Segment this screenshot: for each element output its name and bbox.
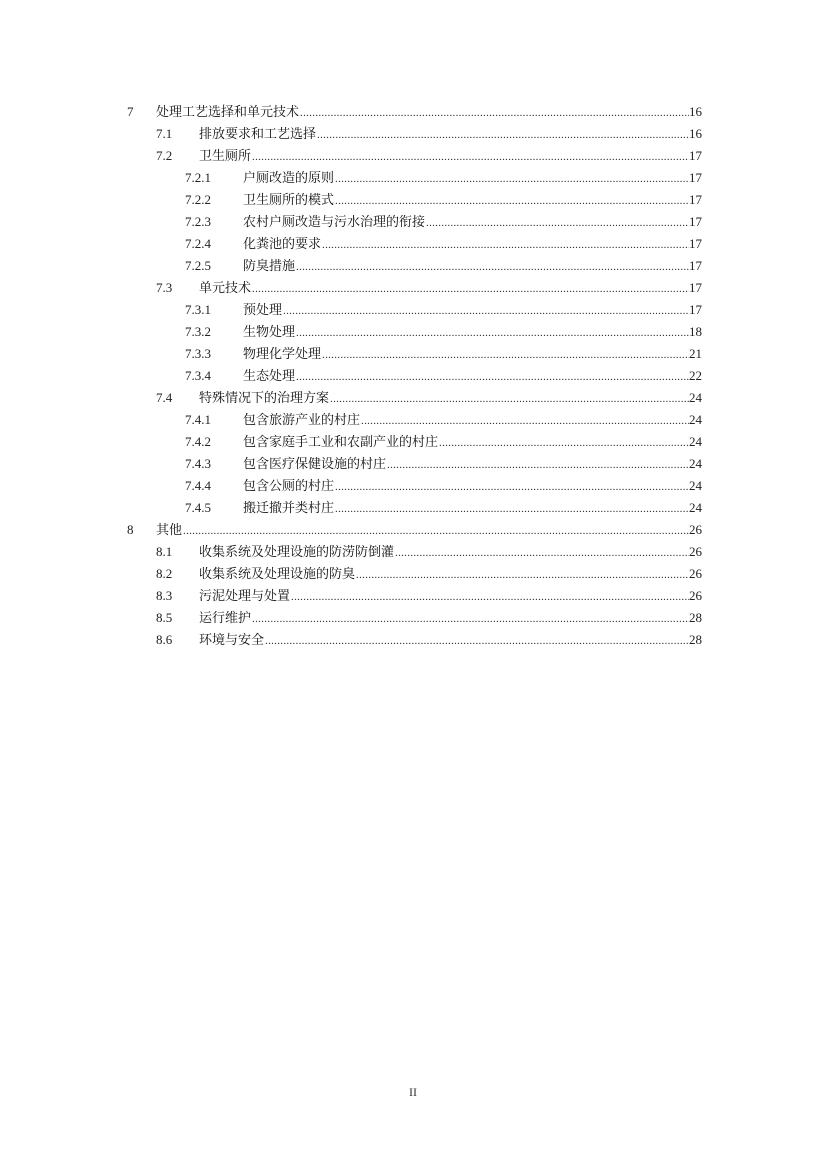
dot-leader <box>265 630 689 652</box>
toc-entry-number: 7.4.4 <box>185 478 211 493</box>
dot-leader <box>252 278 689 300</box>
toc-entry[interactable] <box>0 475 826 497</box>
toc-entry[interactable] <box>0 541 826 563</box>
toc-entry-number: 7.2.1 <box>185 170 211 185</box>
toc-entry-number: 7.2.2 <box>185 192 211 207</box>
dot-leader <box>387 454 689 476</box>
toc-entry-title[interactable]: 环境与安全 <box>199 633 265 648</box>
toc-entry[interactable] <box>0 145 826 167</box>
toc-entry-title[interactable]: 卫生厕所的模式 <box>243 193 335 208</box>
toc-entry-number: 7.2.4 <box>185 236 211 251</box>
toc-entry[interactable] <box>0 277 826 299</box>
dot-leader <box>322 344 689 366</box>
toc-entry[interactable] <box>0 343 826 365</box>
toc-entry-page[interactable]: 26 <box>689 588 702 603</box>
dot-leader <box>322 234 689 256</box>
toc-entry-page[interactable]: 24 <box>689 478 702 493</box>
toc-entry-number: 7.4 <box>156 390 173 405</box>
toc-entry-title[interactable]: 户厕改造的原则 <box>243 171 335 186</box>
toc-entry-title[interactable]: 卫生厕所 <box>199 149 252 164</box>
dot-leader <box>426 212 689 234</box>
toc-entry-title[interactable]: 排放要求和工艺选择 <box>199 127 317 142</box>
toc-entry-title[interactable]: 特殊情况下的治理方案 <box>199 391 330 406</box>
toc-entry-page[interactable]: 21 <box>689 346 702 361</box>
toc-entry-number: 8 <box>127 522 134 537</box>
toc-entry-title[interactable]: 污泥处理与处置 <box>199 589 291 604</box>
toc-entry-page[interactable]: 24 <box>689 412 702 427</box>
toc-entry[interactable] <box>0 123 826 145</box>
toc-entry-page[interactable]: 24 <box>689 456 702 471</box>
toc-entry-number: 7.1 <box>156 126 173 141</box>
dot-leader <box>335 168 689 190</box>
toc-entry-page[interactable]: 16 <box>689 126 702 141</box>
dot-leader <box>356 564 689 586</box>
toc-entry-number: 7.3.3 <box>185 346 211 361</box>
toc-entry[interactable] <box>0 585 826 607</box>
toc-entry-page[interactable]: 24 <box>689 434 702 449</box>
toc-entry-number: 7.3.1 <box>185 302 211 317</box>
toc-entry-page[interactable]: 16 <box>689 104 702 119</box>
dot-leader <box>300 102 689 124</box>
toc-entry-page[interactable]: 17 <box>689 192 702 207</box>
toc-entry-page[interactable]: 17 <box>689 214 702 229</box>
toc-entry-number: 8.5 <box>156 610 173 625</box>
toc-entry-page[interactable]: 28 <box>689 610 702 625</box>
toc-entry-number: 7.4.5 <box>185 500 211 515</box>
dot-leader <box>252 608 689 630</box>
toc-entry-title[interactable]: 搬迁撤并类村庄 <box>243 501 335 516</box>
toc-entry[interactable] <box>0 101 826 123</box>
toc-entry-title[interactable]: 运行维护 <box>199 611 252 626</box>
toc-entry-number: 8.2 <box>156 566 173 581</box>
toc-entry-number: 7.4.2 <box>185 434 211 449</box>
toc-entry-page[interactable]: 17 <box>689 280 702 295</box>
toc-entry-number: 8.6 <box>156 632 173 647</box>
toc-entry[interactable] <box>0 629 826 651</box>
toc-entry-title[interactable]: 生物处理 <box>243 325 296 340</box>
dot-leader <box>439 432 689 454</box>
toc-entry-title[interactable]: 农村户厕改造与污水治理的衔接 <box>243 215 426 230</box>
toc-entry[interactable] <box>0 431 826 453</box>
toc-entry-number: 7.4.3 <box>185 456 211 471</box>
toc-entry-title[interactable]: 收集系统及处理设施的防臭 <box>199 567 356 582</box>
toc-entry-page[interactable]: 17 <box>689 148 702 163</box>
toc-entry[interactable] <box>0 519 826 541</box>
toc-entry-number: 7.2 <box>156 148 173 163</box>
toc-entry-page[interactable]: 17 <box>689 170 702 185</box>
toc-entry[interactable] <box>0 255 826 277</box>
dot-leader <box>283 300 689 322</box>
toc-entry[interactable] <box>0 211 826 233</box>
toc-entry[interactable] <box>0 453 826 475</box>
toc-entry-number: 7.3 <box>156 280 173 295</box>
toc-entry-number: 7.3.2 <box>185 324 211 339</box>
toc-entry-page[interactable]: 26 <box>689 544 702 559</box>
toc-entry-page[interactable]: 22 <box>689 368 702 383</box>
toc-entry-page[interactable]: 26 <box>689 566 702 581</box>
dot-leader <box>335 498 689 520</box>
toc-entry-title[interactable]: 包含医疗保健设施的村庄 <box>243 457 387 472</box>
dot-leader <box>361 410 689 432</box>
toc-entry-title[interactable]: 防臭措施 <box>243 259 296 274</box>
dot-leader <box>330 388 689 410</box>
toc-entry[interactable] <box>0 497 826 519</box>
dot-leader <box>317 124 689 146</box>
dot-leader <box>395 542 689 564</box>
dot-leader <box>335 476 689 498</box>
toc-entry-number: 7 <box>127 104 134 119</box>
toc-entry-page[interactable]: 18 <box>689 324 702 339</box>
toc-entry-page[interactable]: 17 <box>689 258 702 273</box>
toc-entry-title[interactable]: 包含家庭手工业和农副产业的村庄 <box>243 435 439 450</box>
dot-leader <box>296 256 689 278</box>
toc-entry[interactable] <box>0 299 826 321</box>
toc-entry[interactable] <box>0 321 826 343</box>
toc-entry[interactable] <box>0 189 826 211</box>
dot-leader <box>291 586 689 608</box>
toc-entry-number: 7.4.1 <box>185 412 211 427</box>
toc-entry-title[interactable]: 预处理 <box>243 303 283 318</box>
toc-entry-page[interactable]: 24 <box>689 390 702 405</box>
toc-entry-page[interactable]: 24 <box>689 500 702 515</box>
dot-leader <box>183 520 689 542</box>
toc-entry-title[interactable]: 包含旅游产业的村庄 <box>243 413 361 428</box>
toc-entry[interactable] <box>0 387 826 409</box>
toc-entry-number: 8.1 <box>156 544 173 559</box>
dot-leader <box>296 322 689 344</box>
toc-entry-number: 7.2.3 <box>185 214 211 229</box>
toc-entry-page[interactable]: 28 <box>689 632 702 647</box>
toc-entry-title[interactable]: 包含公厕的村庄 <box>243 479 335 494</box>
dot-leader <box>252 146 689 168</box>
toc-entry-title[interactable]: 收集系统及处理设施的防涝防倒灌 <box>199 545 395 560</box>
toc-entry-title[interactable]: 化粪池的要求 <box>243 237 322 252</box>
toc-entry-title[interactable]: 单元技术 <box>199 281 252 296</box>
toc-entry[interactable] <box>0 607 826 629</box>
dot-leader <box>296 366 689 388</box>
toc-entry-page[interactable]: 17 <box>689 236 702 251</box>
toc-entry[interactable] <box>0 365 826 387</box>
toc-entry[interactable] <box>0 563 826 585</box>
toc-entry-page[interactable]: 17 <box>689 302 702 317</box>
toc-entry-title[interactable]: 物理化学处理 <box>243 347 322 362</box>
toc-entry-number: 7.2.5 <box>185 258 211 273</box>
toc-entry[interactable] <box>0 233 826 255</box>
page-number: II <box>409 1085 417 1099</box>
toc-entry-title[interactable]: 其他 <box>156 523 183 538</box>
toc-entry-number: 8.3 <box>156 588 173 603</box>
toc-entry[interactable] <box>0 409 826 431</box>
toc-entry[interactable] <box>0 167 826 189</box>
dot-leader <box>335 190 689 212</box>
toc-entry-number: 7.3.4 <box>185 368 211 383</box>
toc-entry-title[interactable]: 处理工艺选择和单元技术 <box>156 105 300 120</box>
toc-entry-page[interactable]: 26 <box>689 522 702 537</box>
toc-entry-title[interactable]: 生态处理 <box>243 369 296 384</box>
